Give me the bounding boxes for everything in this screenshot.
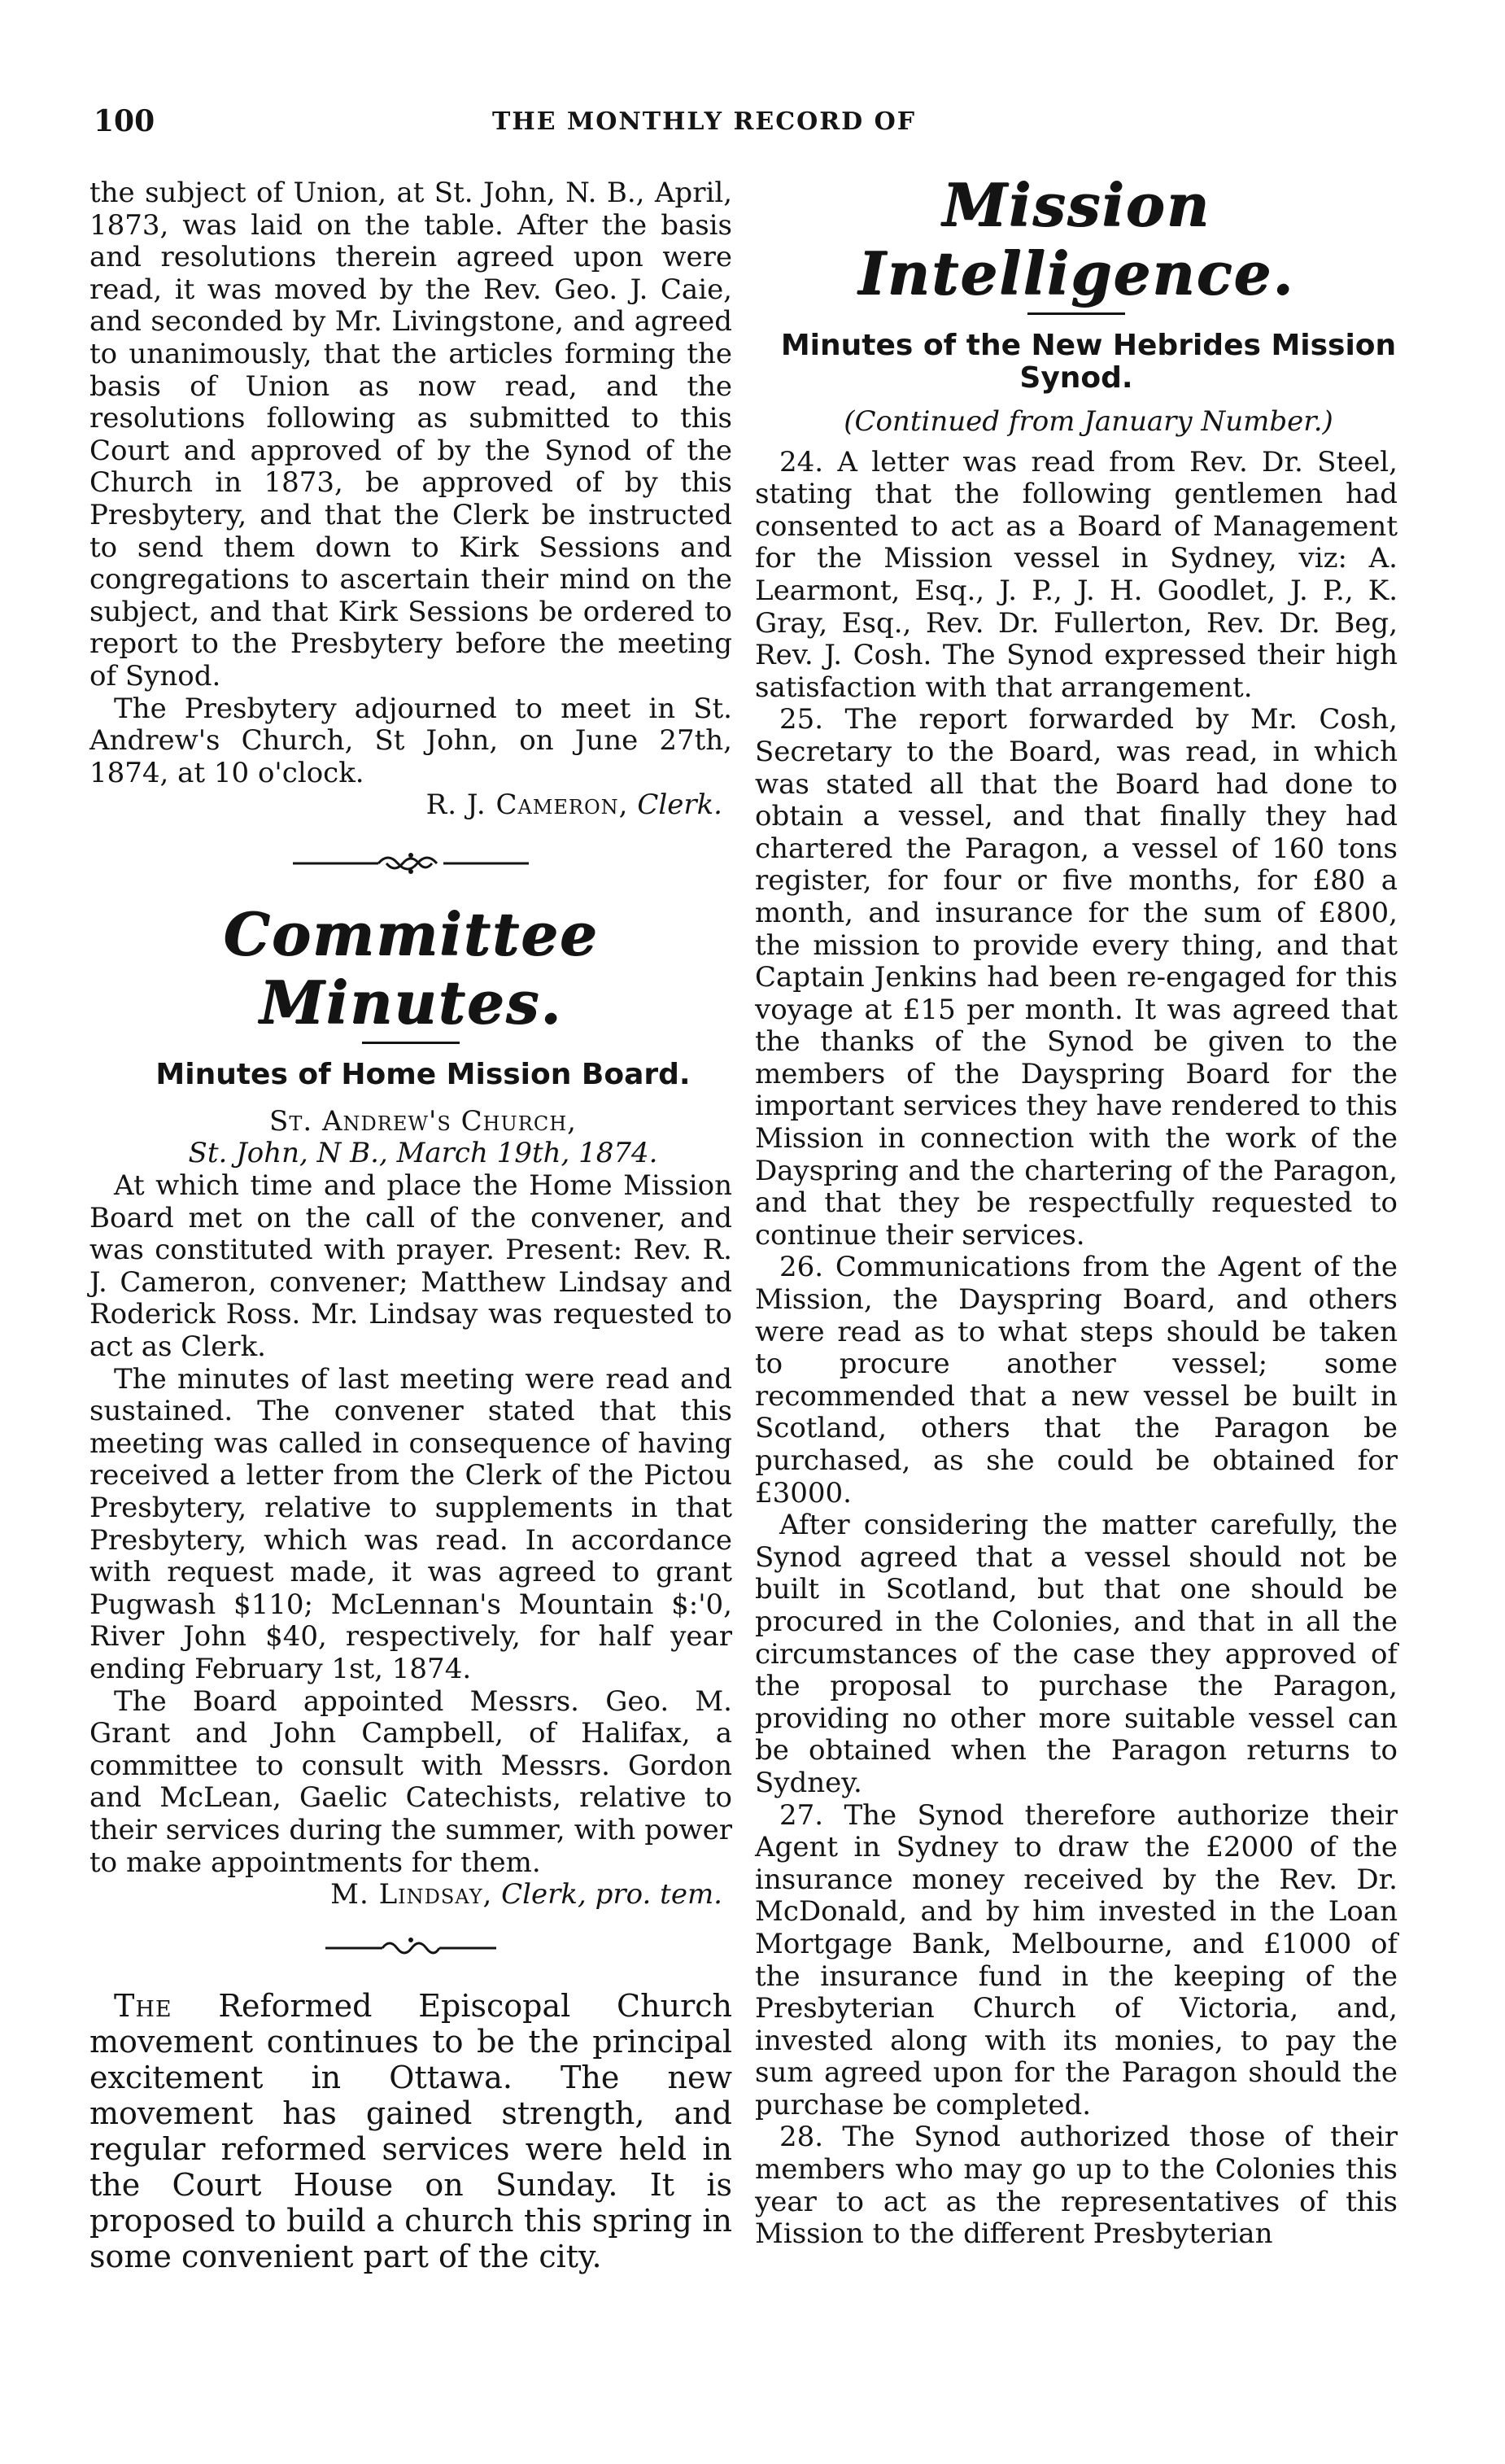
right-column bbox=[755, 170, 1398, 2251]
reformed-episcopal-paragraph bbox=[89, 1988, 732, 2274]
running-title: THE MONTHLY RECORD OF bbox=[492, 107, 917, 136]
running-head bbox=[94, 104, 1411, 146]
minute-26: 26. Communications from the Agent of the Mission, the Dayspring Board, and others were read as to what steps should be taken to procure another vessel; some recommended that a new vessel be built in Scotland, others that the Paragon be purchased, as she could be obtained for £3000. bbox=[755, 1251, 1398, 1509]
minute-25: 25. The report forwarded by Mr. Cosh, Secretary to the Board, was read, in which was stated all that the Board had done to obtain a vessel, and that finally they had chartered the Paragon, a vessel of 160 tons register, for four or five months, for £80 a month, and insurance for the sum of £800, the mission to provide every thing, and that Captain Jenkins had been re-engaged for this voyage at £15 per month. It was agreed that the thanks of the Synod be given to the members of the Dayspring Board for the important services they have rendered to this Mission in connection with the work of the Dayspring and the chartering of the Paragon, and that they be respectfully requested to continue their services. bbox=[755, 703, 1398, 1252]
committee-minutes-heading: Committee Minutes. bbox=[223, 898, 599, 1037]
home-mission-board-heading: Minutes of Home Mission Board. bbox=[155, 1057, 691, 1091]
minute-27: 27. The Synod therefore authorize their Agent in Sydney to draw the £2000 of the insurance money received by the Rev. Dr. McDonald, and by him invested in the Loan Mortgage Bank, Melbourne, and £1000 of the insurance fund in the keeping of the Presbyterian Church of Victoria, and, invested along with its monies, to pay the sum agreed upon for the Paragon should the purchase be completed. bbox=[755, 1798, 1398, 2121]
ornament-divider-icon bbox=[293, 850, 529, 877]
new-hebrides-minutes-heading: Minutes of the New Hebrides Mission Synod. bbox=[780, 329, 1397, 395]
continued-note: (Continued from January Number.) bbox=[844, 405, 1333, 438]
left-column bbox=[89, 177, 732, 2274]
signature-role: Clerk. bbox=[637, 789, 722, 822]
minute-26-continued: After considering the matter carefully, the Synod agreed that a vessel should not be built in Scotland, but that one should be procured in the Colonies, and that in all the circumstances of the case they approved of the proposal to purchase the Paragon, providing no other more suitable vessel can be obtained when the Paragon returns to Sydney. bbox=[755, 1509, 1398, 1799]
presbytery-signature bbox=[89, 789, 732, 822]
paragraph-body: Reformed Episcopal Church movement continues to be the principal excitement in Ottawa. The new movement has gained strength, and regular reformed services were held in the Court House on Sunday. It is proposed to build a church this spring in some convenient part of the city. bbox=[89, 1987, 732, 2274]
signature-name: M. Lindsay, bbox=[330, 1878, 493, 1911]
mission-intelligence-heading: Mission Intelligence. bbox=[857, 170, 1295, 308]
meeting-date: St. John, N B., March 19th, 1874. bbox=[188, 1137, 658, 1170]
minute-28: 28. The Synod authorized those of their members who may go up to the Colonies this year to act as the representatives of this Mission to the different Presbyterian bbox=[755, 2121, 1398, 2251]
ornament-divider-icon bbox=[325, 1936, 496, 1960]
presbytery-adjourn-paragraph: The Presbytery adjourned to meet in St. Andrew's Church, St John, on June 27th, 1874, at 10 o'clock. bbox=[89, 692, 732, 789]
minute-24: 24. A letter was read from Rev. Dr. Steel, stating that the following gentlemen had consented to act as a Board of Management for the Mission vessel in Sydney, viz: A. Learmont, Esq., J. P., J. H. Goodlet, J. P., K. Gray, Esq., Rev. Dr. Fullerton, Rev. Dr. Beg, Rev. J. Cosh. The Synod expressed their high satisfaction with that arrangement. bbox=[755, 445, 1398, 704]
meeting-place-text: St. Andrew's Church, bbox=[269, 1104, 577, 1138]
home-mission-signature bbox=[89, 1879, 732, 1911]
signature-role: Clerk, pro. tem. bbox=[501, 1878, 722, 1911]
page-number: 100 bbox=[94, 104, 155, 138]
home-mission-paragraph-1: At which time and place the Home Mission Board met on the call of the convener, and was constituted with prayer. Present: Rev. R. J. Cameron, convener; Matthew Lindsay and Roderick Ross. Mr. Lindsay was requested to act as Clerk. bbox=[89, 1169, 732, 1364]
paragraph-lead: The bbox=[114, 1987, 172, 2024]
presbytery-union-paragraph: the subject of Union, at St. John, N. B., April, 1873, was laid on the table. After the basis and resolutions therein agreed upon were read, it was moved by the Rev. Geo. J. Caie, and seconded by Mr. Livingstone, and agreed to unanimously, that the articles forming the basis of Union as now read, and the resolutions following as submitted to this Court and approved of by the Synod of the Church in 1873, be approved of by this Presbytery, and that the Clerk be instructed to send them down to Kirk Sessions and congregations to ascertain their mind on the subject, and that Kirk Sessions be ordered to report to the Presbytery before the meeting of Synod. bbox=[89, 177, 732, 692]
heading-rule bbox=[1027, 312, 1125, 315]
home-mission-paragraph-2: The minutes of last meeting were read and sustained. The convener stated that this meeting was called in consequence of having received a letter from the Clerk of the Pictou Presbytery, relative to supplements in that Presbytery, which was read. In accordance with request made, it was agreed to grant Pugwash $110; McLennan's Mountain $:'0, River John $40, respectively, for half year ending February 1st, 1874. bbox=[89, 1362, 732, 1685]
meeting-place bbox=[89, 1106, 732, 1138]
home-mission-paragraph-3: The Board appointed Messrs. Geo. M. Grant and John Campbell, of Halifax, a committee to consult with Messrs. Gordon and McLean, Gaelic Catechists, relative to their services during the summer, with power to make appointments for them. bbox=[89, 1684, 732, 1879]
signature-name: R. J. Cameron, bbox=[425, 789, 629, 822]
heading-rule bbox=[362, 1042, 460, 1044]
